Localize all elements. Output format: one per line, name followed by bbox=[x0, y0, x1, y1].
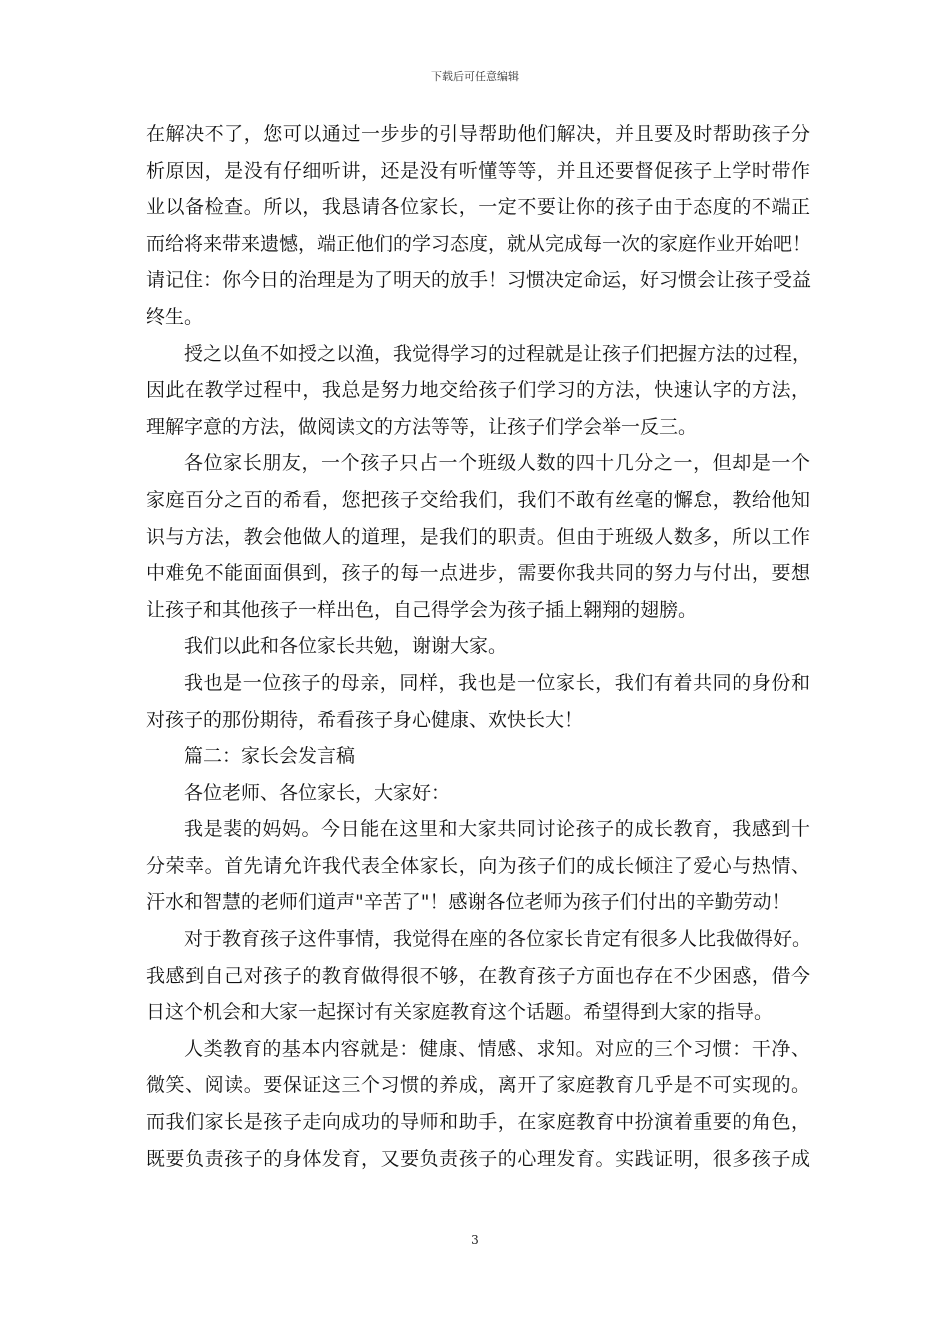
text-line: 我们以此和各位家长共勉，谢谢大家。 bbox=[184, 635, 508, 658]
text-line: 我感到自己对孩子的教育做得很不够，在教育孩子方面也存在不少困惑，借今 bbox=[146, 964, 810, 987]
document-body bbox=[146, 116, 810, 1177]
text-line: 因此在教学过程中，我总是努力地交给孩子们学习的方法，快速认字的方法， bbox=[146, 379, 810, 402]
text-line: 我也是一位孩子的母亲，同样，我也是一位家长，我们有着共同的身份和 bbox=[184, 671, 810, 694]
text-line: 微笑、阅读。要保证这三个习惯的养成，离开了家庭教育几乎是不可实现的。 bbox=[146, 1074, 810, 1097]
text-line: 析原因，是没有仔细听讲，还是没有听懂等等，并且还要督促孩子上学时带作 bbox=[146, 159, 810, 182]
text-line: 在解决不了，您可以通过一步步的引导帮助他们解决，并且要及时帮助孩子分 bbox=[146, 123, 810, 145]
text-line: 理解字意的方法，做阅读文的方法等等，让孩子们学会举一反三。 bbox=[146, 415, 698, 438]
text-line: 日这个机会和大家一起探讨有关家庭教育这个话题。希望得到大家的指导。 bbox=[146, 1001, 774, 1024]
text-line: 业以备检查。所以，我恳请各位家长，一定不要让你的孩子由于态度的不端正 bbox=[146, 196, 810, 219]
text-line: 而给将来带来遗憾，端正他们的学习态度，就从完成每一次的家庭作业开始吧！ bbox=[146, 232, 812, 255]
text-line: 让孩子和其他孩子一样出色，自己得学会为孩子插上翱翔的翅膀。 bbox=[146, 598, 698, 621]
text-line: 人类教育的基本内容就是：健康、情感、求知。对应的三个习惯：干净、 bbox=[184, 1037, 810, 1060]
text-line: 篇二：家长会发言稿 bbox=[184, 745, 356, 768]
text-line: 终生。 bbox=[146, 305, 204, 328]
text-line: 既要负责孩子的身体发育，又要负责孩子的心理发育。实践证明，很多孩子成 bbox=[146, 1147, 810, 1170]
text-line: 而我们家长是孩子走向成功的导师和助手，在家庭教育中扮演着重要的角色， bbox=[146, 1111, 810, 1134]
text-line: 识与方法，教会他做人的道理，是我们的职责。但由于班级人数多，所以工作 bbox=[146, 525, 810, 548]
text-line: 请记住：你今日的治理是为了明天的放手！习惯决定命运，好习惯会让孩子受益 bbox=[146, 269, 812, 292]
text-line: 对孩子的那份期待，希看孩子身心健康、欢快长大！ bbox=[146, 708, 584, 731]
text-line: 汗水和智慧的老师们道声"辛苦了"！感谢各位老师为孩子们付出的辛勤劳动！ bbox=[146, 891, 791, 914]
text-line: 我是裴的妈妈。今日能在这里和大家共同讨论孩子的成长教育，我感到十 bbox=[184, 818, 810, 841]
text-line: 中难免不能面面俱到，孩子的每一点进步，需要你我共同的努力与付出，要想 bbox=[146, 562, 810, 585]
page-number: 3 bbox=[471, 1233, 479, 1247]
text-line: 家庭百分之百的希看，您把孩子交给我们，我们不敢有丝毫的懈怠，教给他知 bbox=[146, 488, 810, 511]
text-line: 对于教育孩子这件事情，我觉得在座的各位家长肯定有很多人比我做得好。 bbox=[184, 928, 812, 951]
text-line: 授之以鱼不如授之以渔，我觉得学习的过程就是让孩子们把握方法的过程， bbox=[184, 342, 812, 365]
page-header: 下载后可任意编辑 bbox=[431, 70, 519, 83]
text-line: 各位家长朋友，一个孩子只占一个班级人数的四十几分之一，但却是一个 bbox=[184, 452, 810, 475]
text-line: 分荣幸。首先请允许我代表全体家长，向为孩子们的成长倾注了爱心与热情、 bbox=[146, 854, 810, 877]
text-line: 各位老师、各位家长，大家好： bbox=[184, 781, 451, 804]
